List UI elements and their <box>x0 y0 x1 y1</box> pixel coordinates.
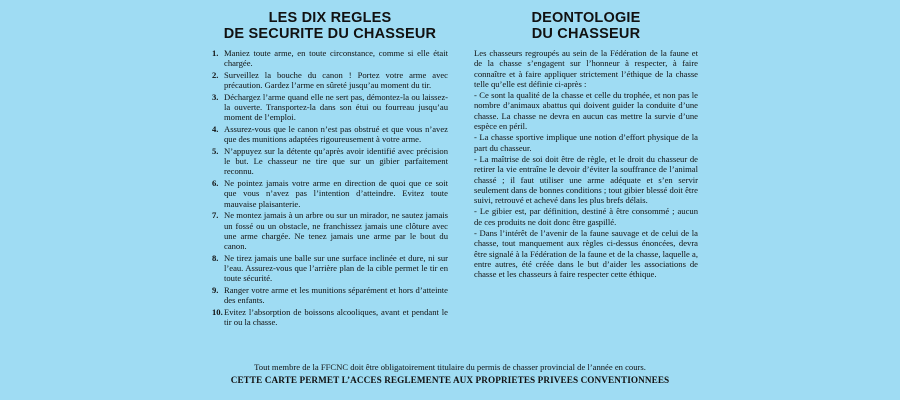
rule-number: 3. <box>212 91 219 102</box>
deontology-paragraph: - Le gibier est, par définition, destiné à être consommé ; aucun de ces produits ne doit donc être gaspillé. <box>474 206 698 227</box>
deontology-paragraph: - La maîtrise de soi doit être de règle, et le droit du chasseur de retirer la vie entraîne le devoir d’éviter la souffrance de l’animal chassé ; il faut utiliser une arme adéquate et s’en servir seulement dans de bonnes conditions ; tout gibier blessé doit être suivi, retrouvé et achevé dans les plus brefs délais. <box>474 153 698 206</box>
rule-number: 2. <box>212 69 219 80</box>
rule-text: Ranger votre arme et les munitions séparément et hors d’atteinte des enfants. <box>224 284 448 306</box>
rule-item <box>212 210 448 251</box>
rule-text: Ne montez jamais à un arbre ou sur un mirador, ne sautez jamais un fossé ou un obstacle, ne franchissez jamais une clôture avec une arme chargée. Ne tenez jamais une arme par le bout du canon. <box>224 210 448 252</box>
rule-item <box>212 92 448 123</box>
deontology-title-line1: DEONTOLOGIE <box>531 10 641 26</box>
rule-text: N’appuyez sur la détente qu’après avoir identifié avec précision le but. Le chasseur ne tire que sur un gibier parfaitement reconnu. <box>224 145 448 177</box>
safety-rules-title <box>212 10 448 42</box>
safety-rules-section <box>212 10 448 329</box>
safety-rules-title-line2: DE SECURITE DU CHASSEUR <box>223 26 437 42</box>
deontology-paragraph: - Dans l’intérêt de l’avenir de la faune sauvage et de celui de la chasse, tout manquement aux règles ci-dessus énoncées, devra être signalé à la Fédération de la faune et de la chasse, laquelle a, entre autres, été créée dans le but d’aider les associations de chasse et les chasseurs à faire respecter cette éthique. <box>474 228 698 280</box>
rule-text: Evitez l’absorption de boissons alcooliques, avant et pendant le tir ou la chasse. <box>224 306 448 328</box>
safety-rules-title-line1: LES DIX REGLES <box>268 10 392 26</box>
rule-item <box>212 307 448 328</box>
rule-number: 8. <box>212 252 219 263</box>
rule-number: 9. <box>212 284 219 295</box>
rule-text: Déchargez l’arme quand elle ne sert pas, démontez-la ou laissez-la ouverte. Transportez-la dans son étui ou fourreau jusqu’au moment de l’emploi. <box>224 91 448 123</box>
rule-number: 1. <box>212 48 219 58</box>
rule-text: Ne tirez jamais une balle sur une surface inclinée et dure, ni sur l’eau. Assurez-vous que l’arrière plan de la cible permet le tir en toute sécurité. <box>224 252 448 284</box>
rule-number: 10. <box>212 306 223 317</box>
deontology-title <box>474 10 698 42</box>
rule-item <box>212 48 448 69</box>
rule-text: Maniez toute arme, en toute circonstance, comme si elle était chargée. <box>224 48 448 69</box>
rule-item <box>212 253 448 284</box>
rule-item <box>212 178 448 209</box>
footer-access-statement: CETTE CARTE PERMET L’ACCES REGLEMENTE AUX PROPRIETES PRIVEES CONVENTIONNEES <box>230 375 670 385</box>
deontology-paragraph: Les chasseurs regroupés au sein de la Fédération de la faune et de la chasse s’engagent sur l’honneur à respecter, à faire connaître et à faire appliquer strictement l’éthique de la chasse telle qu’elle est définie ci-après : <box>474 48 698 89</box>
rule-number: 4. <box>212 123 219 134</box>
rule-text: Assurez-vous que le canon n’est pas obstrué et que vous n’avez que des munitions adaptées rigoureusement à votre arme. <box>224 123 448 145</box>
rule-number: 7. <box>212 210 219 221</box>
rule-text: Surveillez la bouche du canon ! Portez votre arme avec précaution. Gardez l’arme en sûreté jusqu’au moment du tir. <box>224 69 448 91</box>
deontology-paragraph: - La chasse sportive implique une notion d’effort physique de la part du chasseur. <box>474 132 698 153</box>
rule-item <box>212 124 448 145</box>
safety-rules-list <box>212 48 448 327</box>
rule-item <box>212 285 448 306</box>
rule-text: Ne pointez jamais votre arme en direction de quoi que ce soit que vous n’avez pas l’intention d’atteindre. Evitez toute mauvaise plaisanterie. <box>224 178 448 209</box>
rule-number: 5. <box>212 145 219 156</box>
rule-number: 6. <box>212 178 219 189</box>
deontology-paragraph: - Ce sont la qualité de la chasse et celle du trophée, et non pas le nombre d’animaux abattus qui doivent guider la conduite d’une chasse. La chasse ne devra en aucun cas mettre la survie d’une espèce en péril. <box>474 90 698 132</box>
footer-note: Tout membre de la FFCNC doit être obligatoirement titulaire du permis de chasser provincial de l’année en cours. <box>254 362 646 372</box>
rule-item <box>212 70 448 91</box>
deontology-title-line2: DU CHASSEUR <box>531 26 641 42</box>
rule-item <box>212 146 448 177</box>
deontology-section <box>474 10 698 281</box>
